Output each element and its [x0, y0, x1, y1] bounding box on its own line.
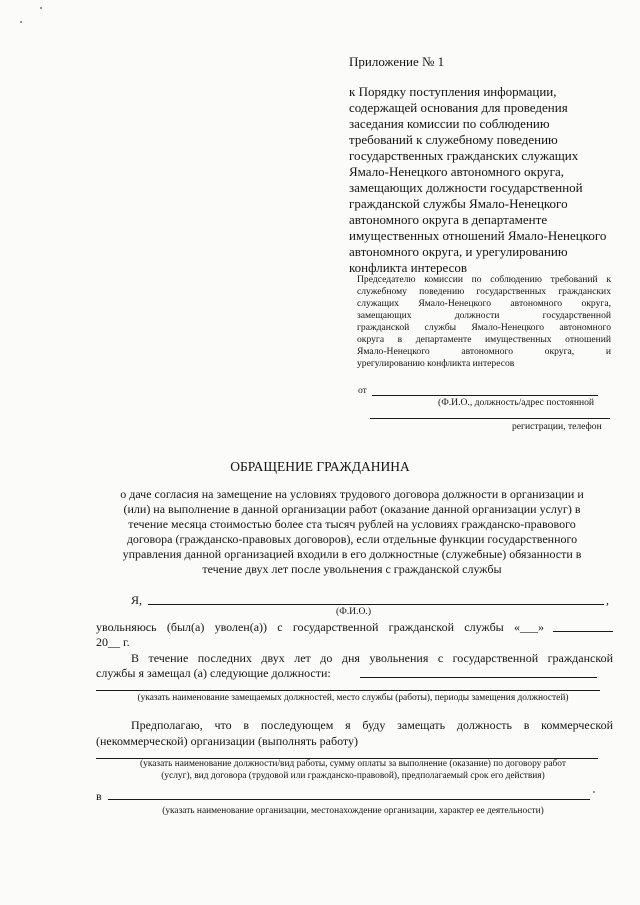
addressee-line: урегулированию конфликта интересов — [357, 358, 515, 369]
addressee-line: Председателю комиссии по соблюдению требований к — [357, 274, 611, 285]
appendix-line: имущественных отношений Ямало-Ненецкого — [349, 228, 607, 243]
from-input-line-2[interactable] — [370, 418, 610, 419]
positions-caption: (указать наименование замещаемых должностей, место службы (работы), периоды замещения должностей) — [137, 693, 569, 703]
positions-line-1 — [131, 651, 613, 666]
dismissed-date-line[interactable] — [553, 631, 613, 632]
subject-line: течение месяца стоимостью более ста тысяч рублей на условиях гражданско-правового — [128, 517, 576, 531]
intend-line-2: (некоммерческой) организации (выполнять работу) — [96, 734, 358, 748]
intend-line-1 — [131, 718, 613, 733]
document-heading: ОБРАЩЕНИЕ ГРАЖДАНИНА — [230, 459, 410, 474]
appendix-line: автономного округа в департаменте — [349, 212, 548, 227]
subject-line: течение двух лет после увольнения с гражданской службы — [202, 562, 502, 576]
i-label: Я, — [131, 593, 143, 607]
year-line: 20__ г. — [96, 635, 130, 649]
appendix-line: Ямало-Ненецкого автономного округа, — [349, 164, 565, 179]
fio-input-line[interactable] — [148, 604, 604, 605]
appendix-line: заседания комиссии по соблюдению — [349, 116, 550, 131]
positions-input-line-2[interactable] — [96, 690, 600, 691]
from-caption: (Ф.И.О., должность/адрес постоянной — [438, 397, 595, 408]
addressee-line: служащих Ямало-Ненецкого автономного округа, — [357, 298, 611, 309]
work-caption-1: (указать наименование должности/вид работы, сумму оплаты за выполнение (оказание) по договору работ — [140, 759, 566, 769]
subject-line: о даче согласия на замещение на условиях трудового договора должности в организации и — [120, 487, 584, 501]
org-caption: (указать наименование организации, местонахождение организации, характер ее деятельности) — [162, 806, 544, 816]
scan-speck — [40, 7, 42, 9]
appendix-line: замещающих должности государственной — [349, 180, 583, 195]
appendix-title: Приложение № 1 — [349, 54, 445, 69]
appendix-line: содержащей основания для проведения — [349, 100, 568, 115]
subject-line: договора (гражданско-правовых договоров), если отдельные функции государственного — [126, 532, 578, 546]
appendix-line: конфликта интересов — [349, 260, 468, 275]
dismissed-line — [96, 620, 544, 635]
i-comma: , — [606, 593, 609, 607]
appendix-text — [349, 84, 619, 276]
fio-caption: (Ф.И.О.) — [336, 606, 372, 617]
addressee-line: Ямало-Ненецкого автономного округа, и — [357, 346, 611, 357]
addressee-block — [357, 274, 611, 370]
from-label: от — [358, 385, 367, 396]
positions-input-line[interactable] — [360, 677, 597, 678]
from-caption-2: регистрации, телефон — [512, 421, 602, 432]
dismissed-text: увольняюсь (был(а) уволен(а)) с государственной гражданской службы «___» — [96, 620, 544, 634]
addressee-line: служебному поведению государственных гражданских — [357, 286, 611, 297]
appendix-line: государственных гражданских служащих — [349, 148, 579, 163]
positions-line-2: службы я замещал (а) следующие должности: — [96, 666, 331, 680]
scan-speck — [20, 21, 22, 23]
org-input-line[interactable] — [108, 799, 590, 800]
appendix-line: гражданской службы Ямало-Ненецкого — [349, 196, 568, 211]
work-caption-2: (услуг), вид договора (трудовой или гражданско-правовой), предполагаемый срок его действия) — [161, 771, 545, 781]
addressee-line: округа в департаменте имущественных отношений — [357, 334, 611, 345]
subject-block — [92, 487, 612, 577]
intend-text-1: Предполагаю, что в последующем я буду замещать должность в коммерческой — [131, 718, 613, 732]
appendix-line: автономного округа, и урегулированию — [349, 244, 568, 259]
scan-speck — [593, 791, 595, 793]
subject-line: (или) на выполнение в данной организации работ (оказание данной организации услуг) в — [123, 502, 581, 516]
subject-line: управления данной организацией входили в его должностные (служебные) обязанности в — [122, 547, 582, 561]
appendix-line: требований к служебному поведению — [349, 132, 558, 147]
from-input-line[interactable] — [372, 395, 598, 396]
appendix-line: к Порядку поступления информации, — [349, 84, 557, 99]
addressee-line: замещающих должности государственной — [357, 310, 611, 321]
in-label: в — [96, 789, 102, 803]
positions-text-1: В течение последних двух лет до дня увольнения с государственной гражданской — [131, 651, 613, 665]
addressee-line: гражданской службы Ямало-Ненецкого автономного — [357, 322, 611, 333]
